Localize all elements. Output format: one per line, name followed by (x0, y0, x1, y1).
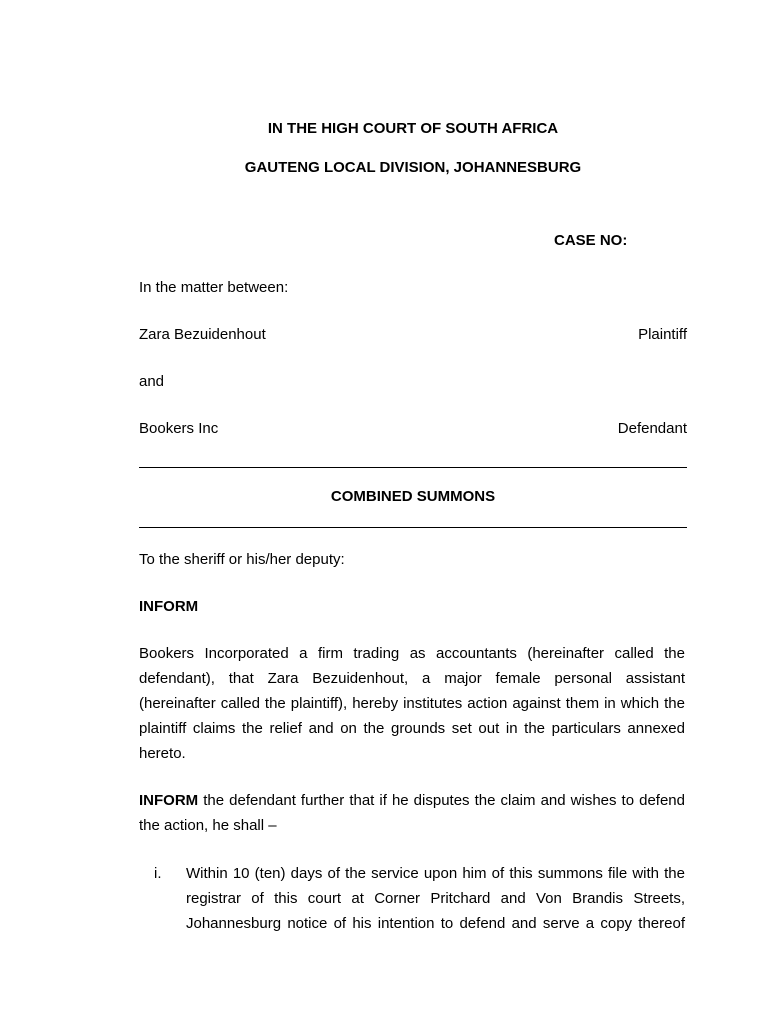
addressee-line: To the sheriff or his/her deputy: (139, 551, 345, 568)
defendant-role: Defendant (617, 420, 687, 437)
parties-conjunction: and (139, 373, 165, 390)
list-item-marker: i. (154, 865, 162, 882)
inform-heading: INFORM (139, 598, 199, 615)
defendant-name: Bookers Inc (139, 420, 219, 437)
title-top-rule (139, 467, 687, 468)
parties-intro: In the matter between: (139, 279, 289, 296)
paragraph-claim: Bookers Incorporated a firm trading as accountants (hereinafter called the defendant), that Zara Bezuidenhout, a major female personal assistant (hereinafter called the plaintiff), hereby institutes action against them in which the plaintiff claims the relief and on the grounds set out in the particulars annexed hereto. (139, 645, 685, 762)
paragraph-inform-text: the defendant further that if he disputes the claim and wishes to defend the action, he shall – (139, 792, 685, 834)
plaintiff-name: Zara Bezuidenhout (139, 326, 266, 343)
title-bottom-rule (139, 527, 687, 528)
paragraph-inform-defendant (139, 788, 685, 838)
court-division-heading: GAUTENG LOCAL DIVISION, JOHANNESBURG (244, 159, 582, 176)
court-name-heading: IN THE HIGH COURT OF SOUTH AFRICA (267, 120, 559, 137)
case-number-label: CASE NO: (554, 232, 628, 249)
plaintiff-role: Plaintiff (638, 326, 687, 343)
paragraph-inform-keyword: INFORM (139, 792, 199, 809)
document-title: COMBINED SUMMONS (330, 488, 496, 505)
list-item-text: Within 10 (ten) days of the service upon him of this summons file with the registrar of this court at Corner Pritchard and Von Brandis Streets, Johannesburg notice of his intention to defend and serve a copy thereof (186, 865, 685, 932)
